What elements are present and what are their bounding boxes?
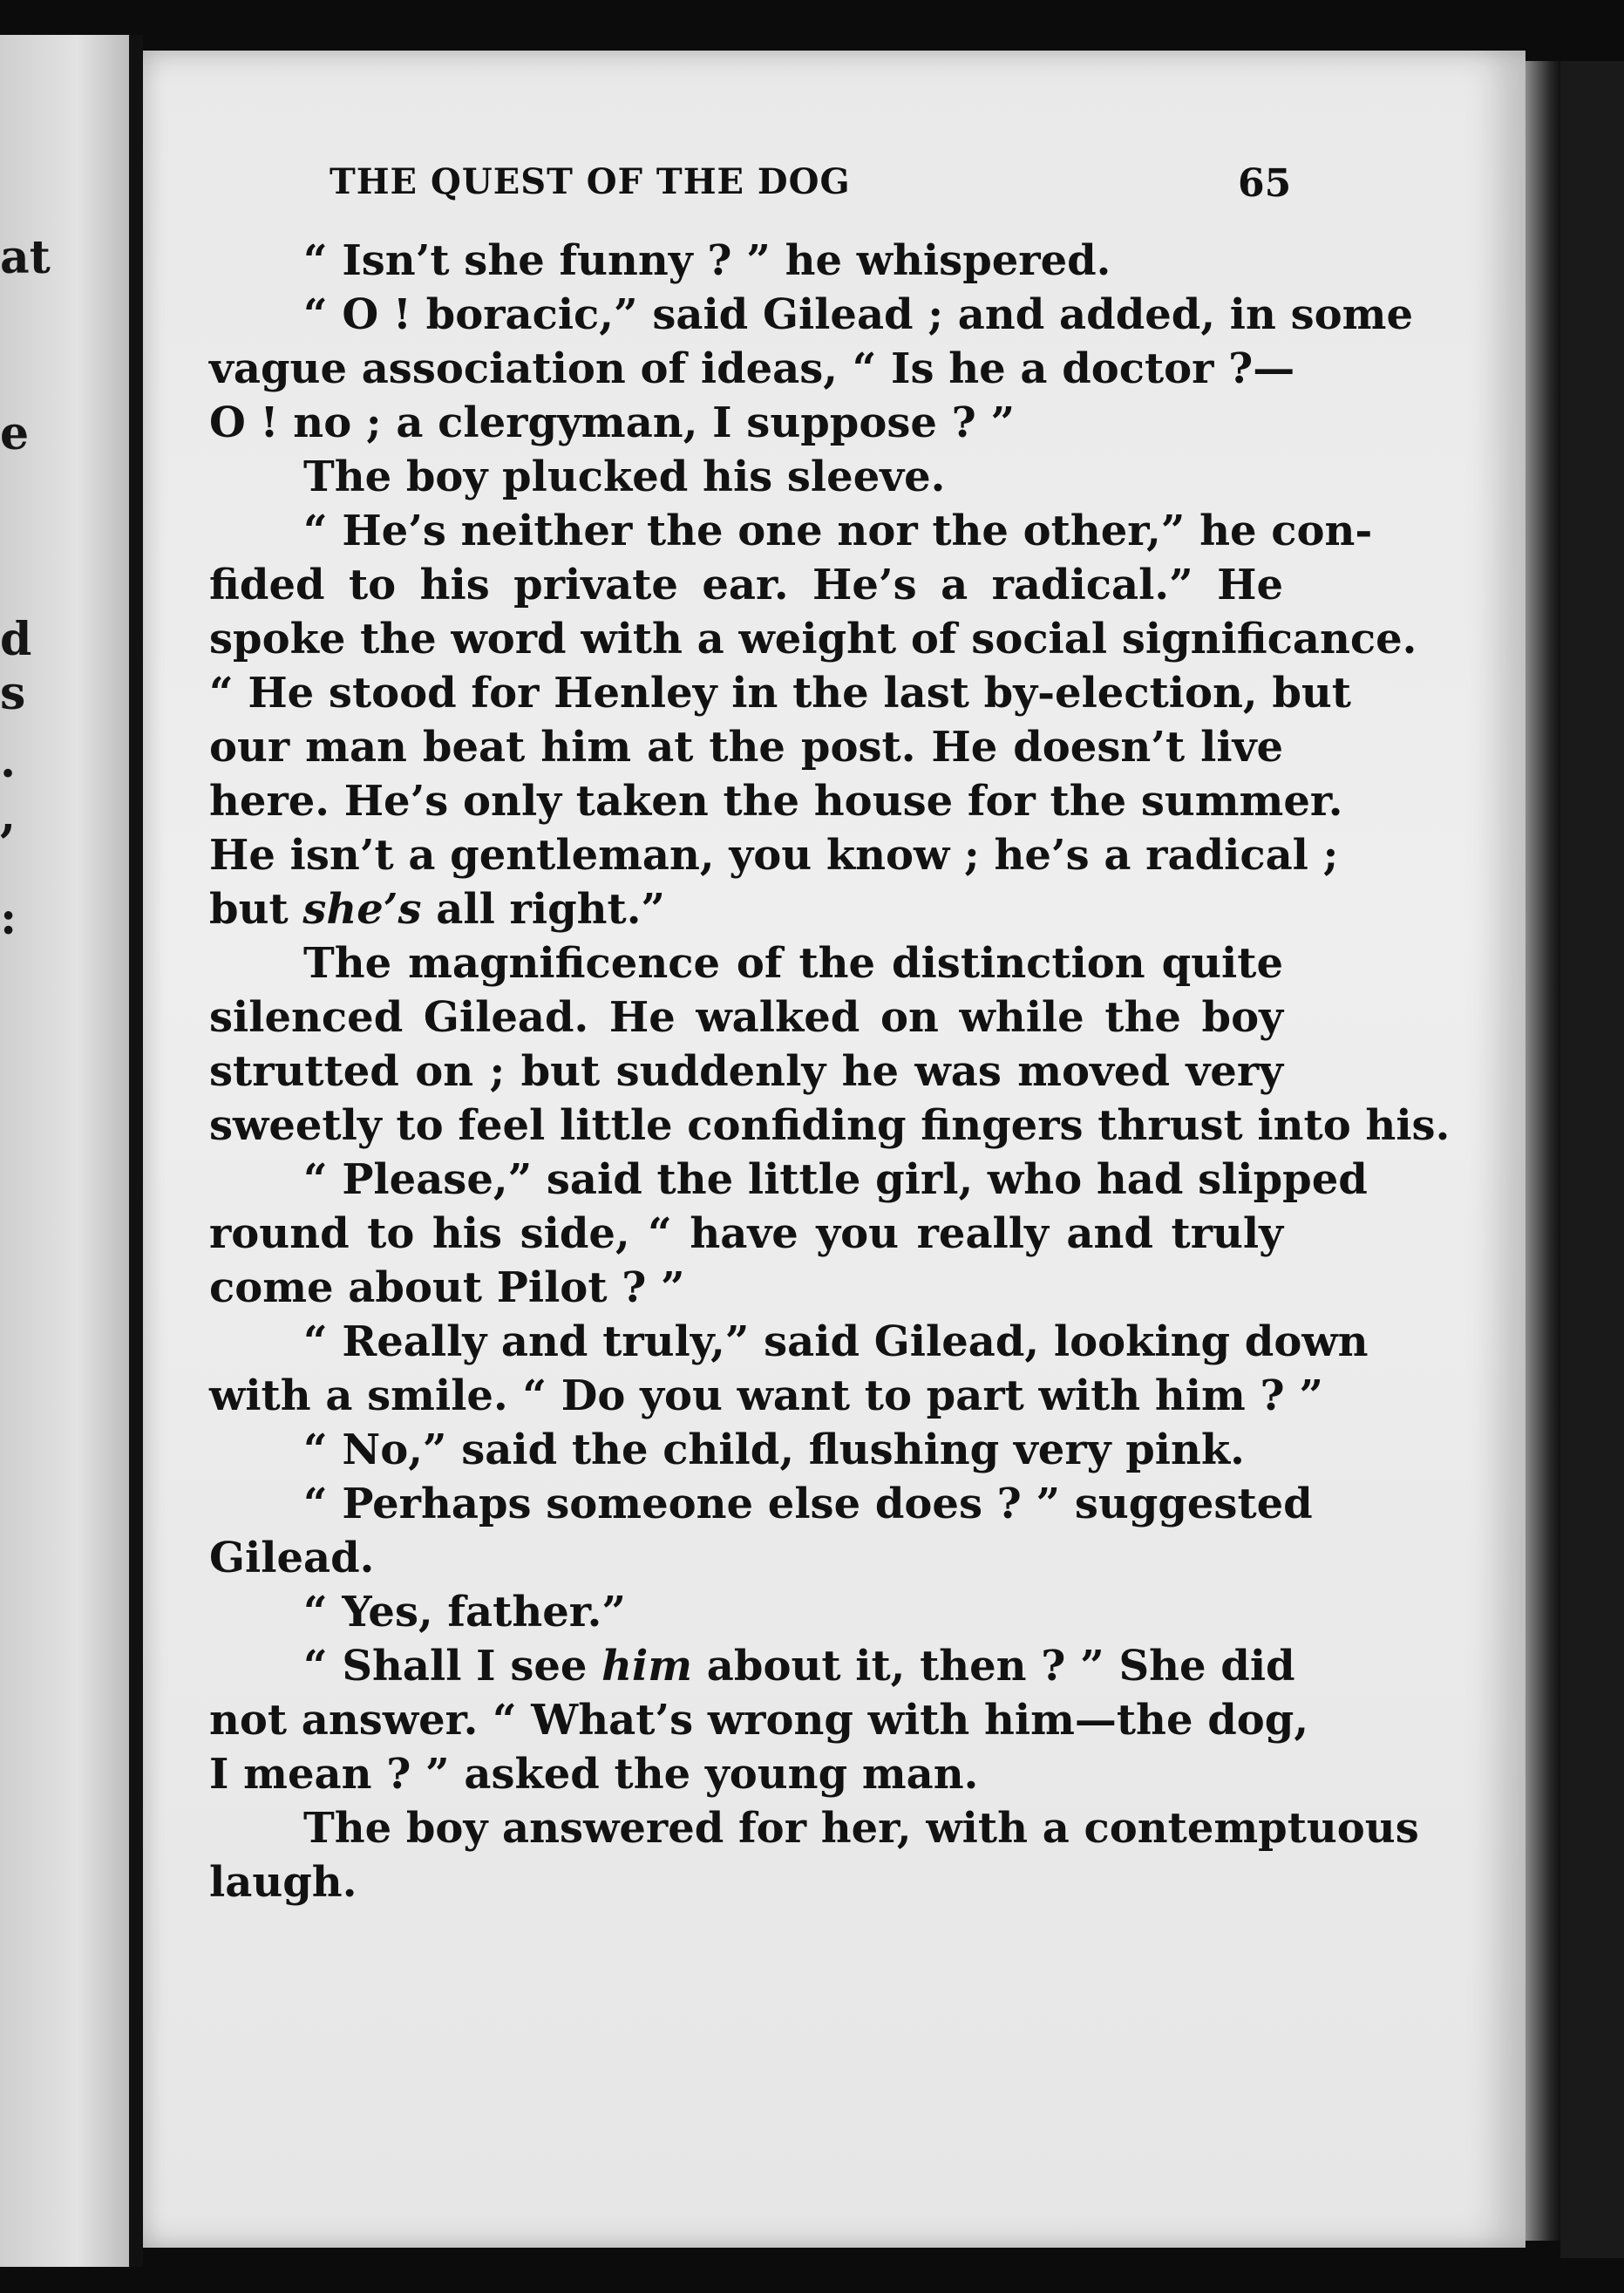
text-line: fided to his private ear. He’s a radical.” He xyxy=(209,561,1283,609)
page-number: 65 xyxy=(1238,161,1292,206)
text-line: “ Perhaps someone else does ? ” suggested xyxy=(303,1480,1313,1528)
facing-page-fragment: : xyxy=(0,892,17,945)
text-line: “ Isn’t she funny ? ” he whispered. xyxy=(303,236,1111,285)
text-line: sweetly to feel little confiding fingers thrust into his. xyxy=(209,1101,1451,1150)
facing-page-fragment: e xyxy=(0,407,30,460)
text-line: round to his side, “ have you really and truly xyxy=(209,1209,1283,1258)
text-line: not answer. “ What’s wrong with him—the dog, xyxy=(209,1696,1309,1745)
facing-page-fragment: , xyxy=(0,789,17,842)
text-line: O ! no ; a clergyman, I suppose ? ” xyxy=(209,398,1016,447)
facing-page-fragment: at xyxy=(0,231,51,284)
text-line: “ Really and truly,” said Gilead, looking down xyxy=(303,1317,1369,1366)
page-edge xyxy=(1525,61,1560,2241)
running-head: THE QUEST OF THE DOG xyxy=(330,161,851,202)
body-text xyxy=(209,234,1451,1909)
text-line: The boy plucked his sleeve. xyxy=(303,452,946,501)
text-line: “ He stood for Henley in the last by-election, but xyxy=(209,669,1351,718)
book-binding xyxy=(1560,61,1624,2258)
text-line: “ Shall I see him about it, then ? ” She did xyxy=(303,1642,1295,1691)
facing-page-fragment: s xyxy=(0,667,26,720)
text-line: but she’s all right.” xyxy=(209,885,666,934)
text-line: “ He’s neither the one nor the other,” he con- xyxy=(303,507,1373,555)
text-line: Gilead. xyxy=(209,1534,375,1582)
text-line: The boy answered for her, with a contemptuous xyxy=(303,1804,1419,1853)
text-line: strutted on ; but suddenly he was moved very xyxy=(209,1047,1283,1096)
text-line: He isn’t a gentleman, you know ; he’s a radical ; xyxy=(209,831,1339,880)
text-line: spoke the word with a weight of social significance. xyxy=(209,615,1417,663)
text-line: The magnificence of the distinction quite xyxy=(303,939,1283,988)
gutter xyxy=(129,35,143,2267)
text-line: here. He’s only taken the house for the summer. xyxy=(209,777,1343,826)
text-line: our man beat him at the post. He doesn’t live xyxy=(209,723,1283,772)
text-line: “ Yes, father.” xyxy=(303,1588,626,1636)
text-line: vague association of ideas, “ Is he a doctor ?— xyxy=(209,344,1295,393)
facing-page-fragment: d xyxy=(0,613,32,666)
text-line: come about Pilot ? ” xyxy=(209,1263,685,1312)
facing-page-fragment: . xyxy=(0,735,17,788)
text-line: “ No,” said the child, flushing very pink. xyxy=(303,1425,1245,1474)
text-line: with a smile. “ Do you want to part with him ? ” xyxy=(209,1371,1323,1420)
text-line: laugh. xyxy=(209,1858,357,1907)
text-line: “ O ! boracic,” said Gilead ; and added, in some xyxy=(303,290,1413,339)
text-line: silenced Gilead. He walked on while the boy xyxy=(209,993,1283,1042)
facing-page xyxy=(0,35,129,2267)
text-line: “ Please,” said the little girl, who had slipped xyxy=(303,1155,1368,1204)
text-line: I mean ? ” asked the young man. xyxy=(209,1750,979,1799)
